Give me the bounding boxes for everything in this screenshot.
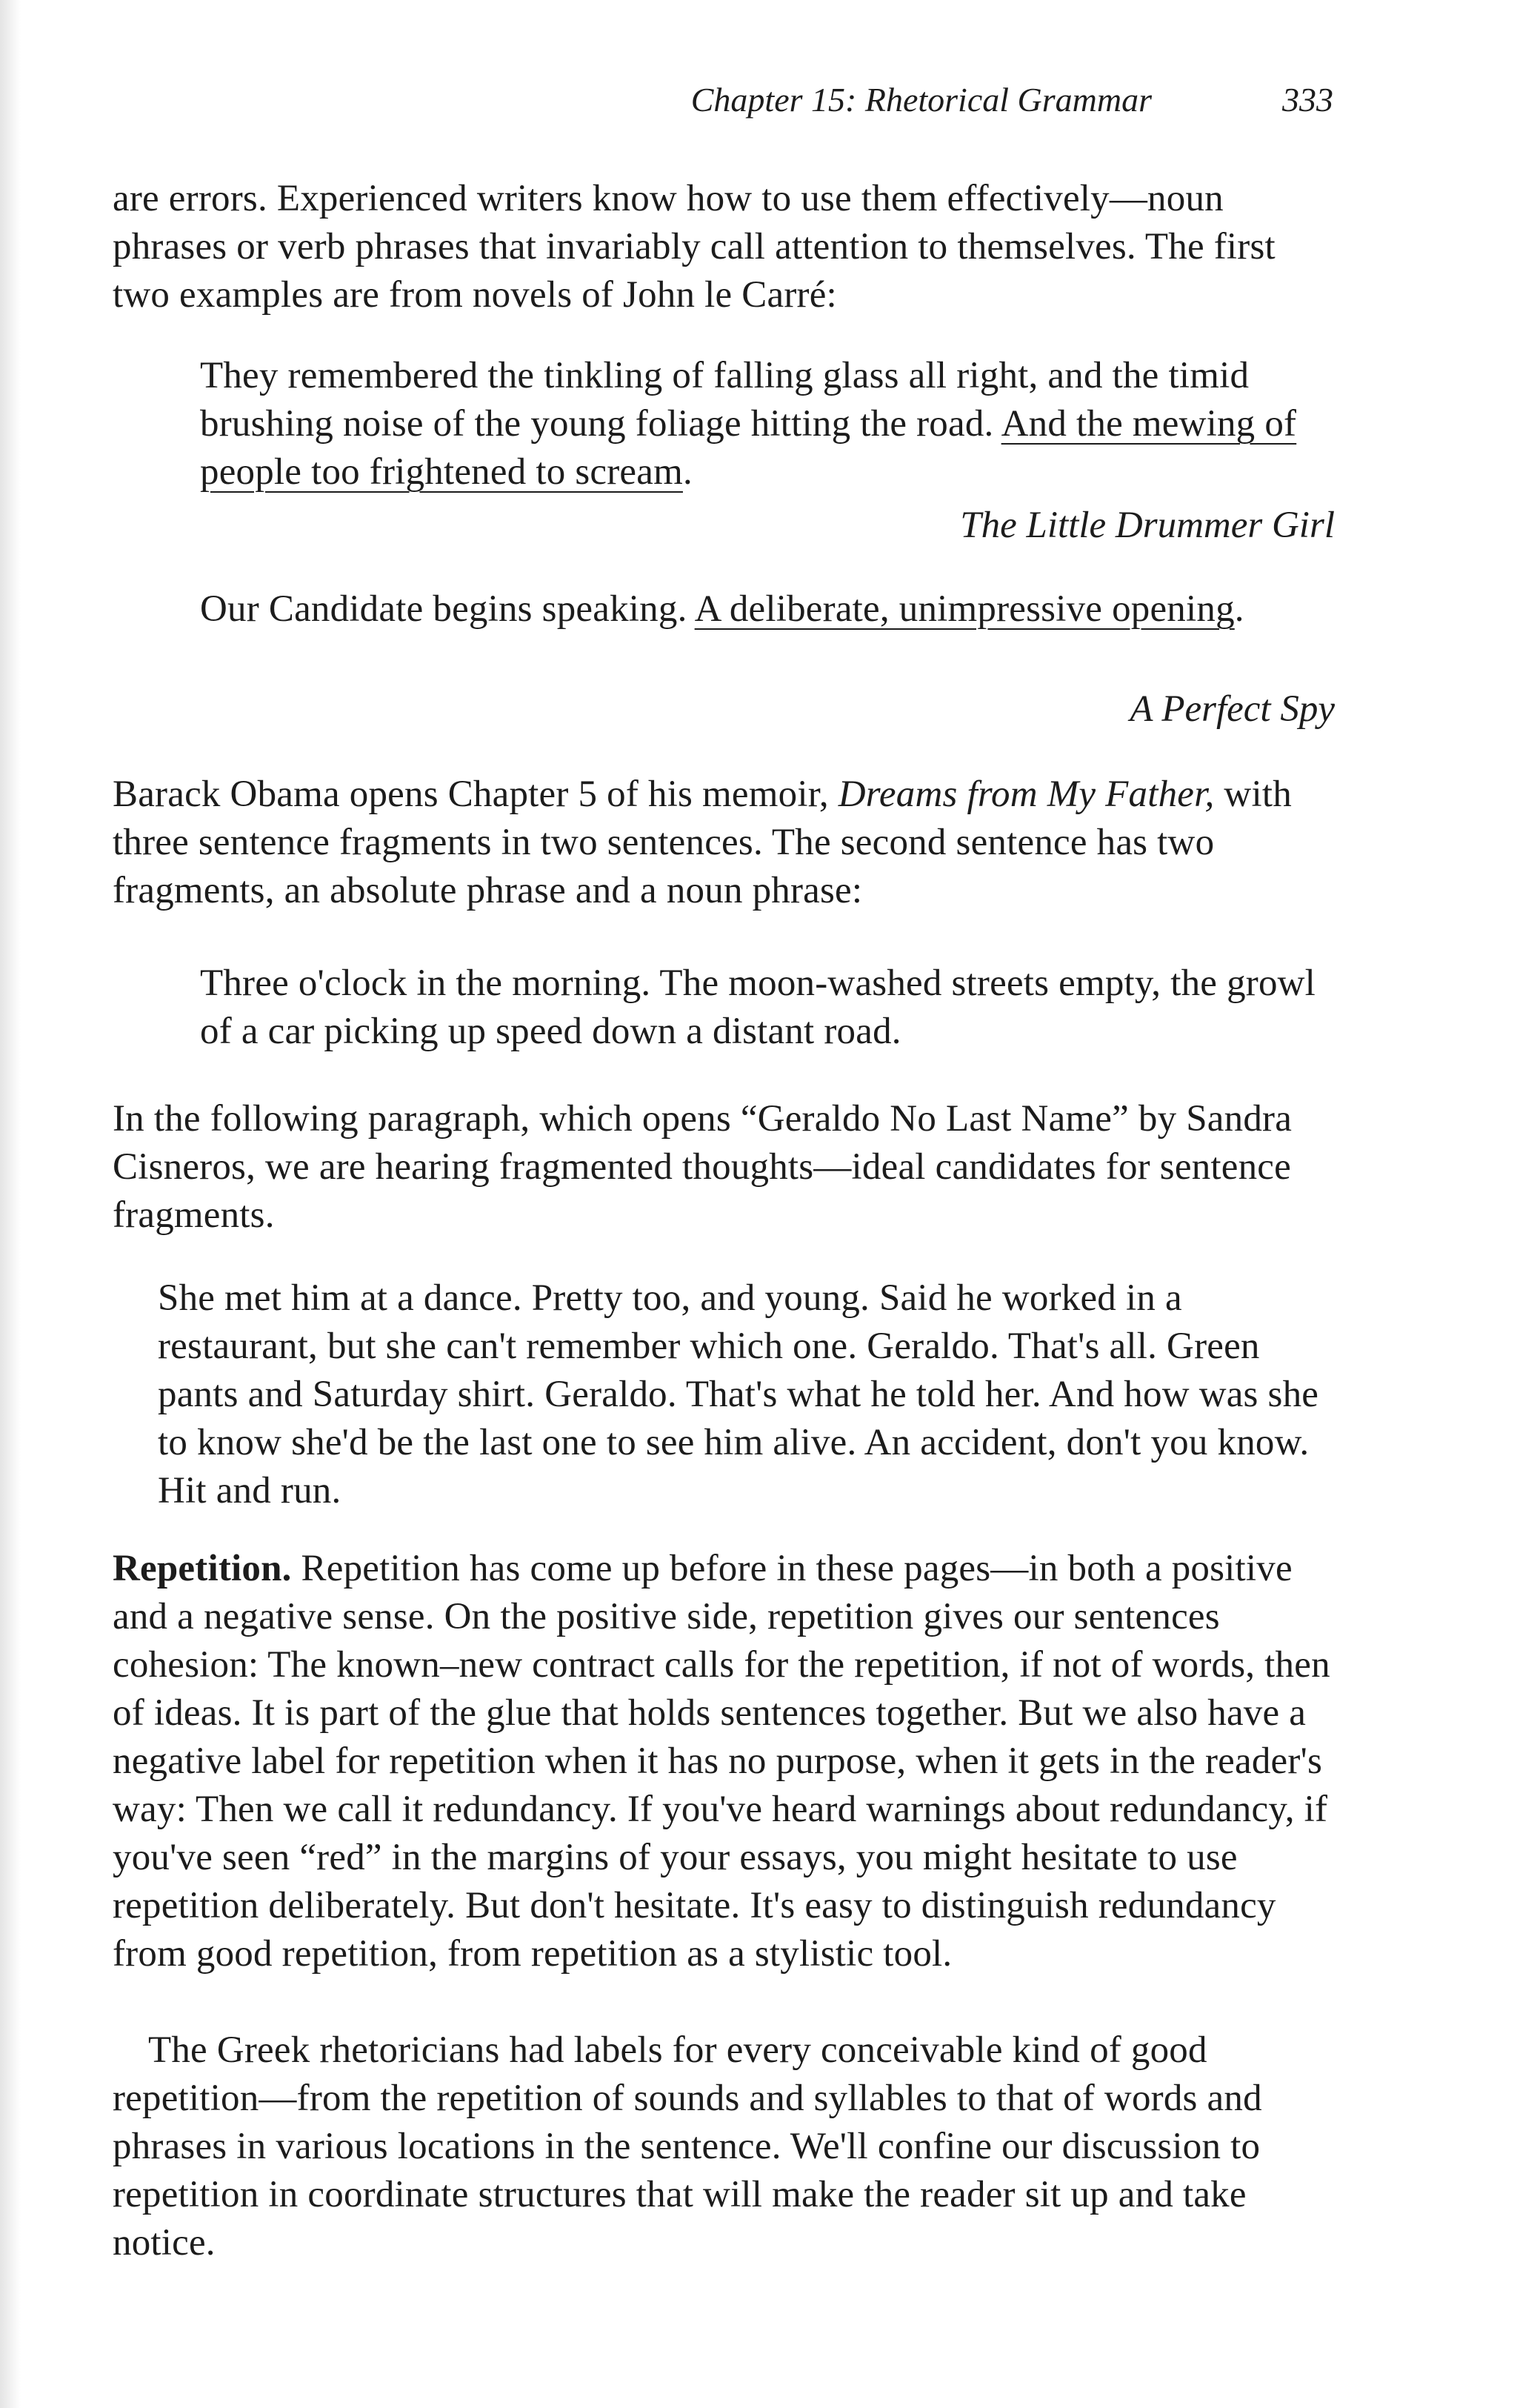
page-number: 333 bbox=[1282, 81, 1333, 119]
quote-text: They remembered the tinkling of falling glass all right, and the timid brushing noise of the young foliage hitting the road. bbox=[200, 355, 1250, 445]
paragraph-text: Barack Obama opens Chapter 5 of his memoir, bbox=[113, 774, 838, 815]
section-heading: Repetition. bbox=[113, 1548, 292, 1589]
quote-cisneros: She met him at a dance. Pretty too, and young. Said he worked in a restaurant, but she can't remember which one. Geraldo. That's all. Green pants and Saturday shirt. Geraldo. That's what he told her. And how was she to know she'd be the last one to see him alive. An accident, don't you know. Hit and run. bbox=[158, 1277, 1319, 1511]
quote-underlined-fragment: A deliberate, unimpressive opening bbox=[694, 588, 1235, 630]
source-citation: A Perfect Spy bbox=[1130, 688, 1335, 730]
paragraph-text: with three sentence fragments in two sentences. The second sentence has two fragments, an absolute phrase and a noun phrase: bbox=[113, 774, 1292, 911]
paragraph-obama bbox=[113, 771, 1335, 915]
chapter-title: Chapter 15: Rhetorical Grammar bbox=[690, 81, 1152, 119]
quote-underlined-fragment: And the mewing of people too frightened to scream bbox=[200, 403, 1297, 493]
page-edge-shadow bbox=[0, 0, 21, 2408]
paragraph-text: Repetition has come up before in these pages—in both a positive and a negative sense. On the positive side, repetition gives our sentences cohesion: The known–new contract calls for the repetition, if not of words, then of ideas. It is part of the glue that holds sentences together. But we also have a negative label for repetition when it has no purpose, when it gets in the reader's way: Then we call it redundancy. If you've heard warnings about redundancy, if you've seen “red” in the margins of your essays, you might hesitate to use repetition deliberately. But don't hesitate. It's easy to distinguish redundancy from good repetition, from repetition as a stylistic tool. bbox=[113, 1548, 1330, 1975]
book-title: Dreams from My Father, bbox=[838, 774, 1215, 815]
paragraph-cisneros: In the following paragraph, which opens “Geraldo No Last Name” by Sandra Cisneros, we are hearing fragmented thoughts—ideal candidates for sentence fragments. bbox=[113, 1098, 1293, 1236]
quote-perfect-spy bbox=[200, 585, 1337, 633]
source-citation: The Little Drummer Girl bbox=[960, 505, 1335, 546]
quote-text: Our Candidate begins speaking. bbox=[200, 588, 695, 630]
quote-obama: Three o'clock in the morning. The moon-washed streets empty, the growl of a car picking up speed down a distant road. bbox=[200, 962, 1316, 1052]
quote-drummer-girl bbox=[200, 352, 1337, 496]
running-head bbox=[667, 80, 1333, 124]
paragraph-intro: are errors. Experienced writers know how to use them effectively—noun phrases or verb phrases that invariably call attention to themselves. The first two examples are from novels of John le Carré: bbox=[113, 178, 1276, 316]
paragraph-repetition bbox=[113, 1545, 1335, 1978]
paragraph-greek-rhetoricians: The Greek rhetoricians had labels for every conceivable kind of good repetition—from the repetition of sounds and syllables to that of words and phrases in various locations in the sentence. We'll confine our discussion to repetition in coordinate structures that will make the reader sit up and take notice. bbox=[113, 2029, 1262, 2264]
quote-end: . bbox=[1234, 588, 1244, 630]
quote-end: . bbox=[682, 451, 693, 493]
